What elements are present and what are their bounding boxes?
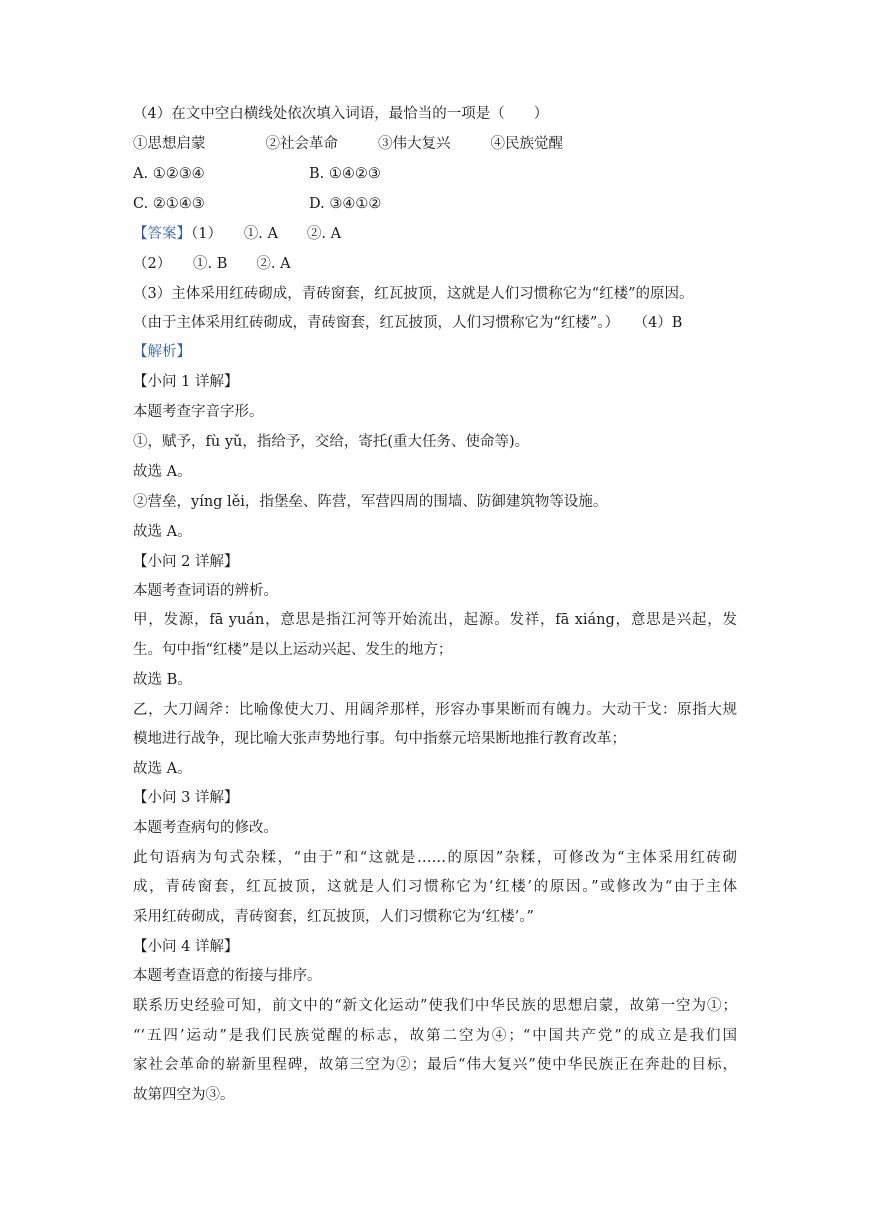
q4-item-4: ④民族觉醒: [490, 136, 563, 152]
q4-options-cd: [133, 194, 382, 214]
answer-line-4: （由于主体采用红砖砌成，青砖窗套，红瓦披顶，人们习惯称它为“红楼”。） （4）B: [133, 315, 683, 331]
q4-item-2: ②社会革命: [265, 136, 338, 152]
subq1-line-1: 本题考查字音字形。: [133, 404, 264, 420]
subq4-heading: 【小问 4 详解】: [133, 939, 239, 955]
subq1-line-4: ②营垒，yíng lěi，指堡垒、阵营，军营四周的围墙、防御建筑物等设施。: [133, 494, 608, 510]
subq2-line-7: 故选 A。: [133, 761, 192, 777]
subq1-line-5: 故选 A。: [133, 524, 192, 540]
subq2-line-6: 模地进行战争，现比喻大张声势地行事。句中指蔡元培果断地推行教育改革；: [133, 731, 626, 747]
subq1-line-2: ①，赋予，fù yǔ，指给予，交给，寄托(重大任务、使命等)。: [133, 434, 530, 450]
subq4-line-2: 联系历史经验可知，前文中的“新文化运动”使我们中华民族的思想启蒙，故第一空为①；: [133, 998, 737, 1014]
q4-item-3: ③伟大复兴: [378, 136, 451, 152]
subq3-line-2: 此句语病为句式杂糅，“由于”和“这就是……的原因”杂糅，可修改为“主体采用红砖砌: [133, 850, 737, 866]
subq4-line-5: 故第四空为③。: [133, 1087, 235, 1103]
answer-line-1: [133, 224, 341, 244]
q4-option-c: C. ②①④③: [133, 196, 205, 212]
subq3-line-4: 采用红砖砌成，青砖窗套，红瓦披顶，人们习惯称它为‘红楼’。”: [133, 909, 534, 925]
subq3-line-1: 本题考查病句的修改。: [133, 820, 278, 836]
subq4-line-1: 本题考查语意的衔接与排序。: [133, 968, 322, 984]
answer-label: 【答案】: [133, 226, 191, 242]
subq3-line-3: 成，青砖窗套，红瓦披顶，这就是人们习惯称它为‘红楼’的原因。”或修改为“由于主体: [133, 879, 737, 895]
subq2-line-5: 乙，大刀阔斧：比喻像使大刀、用阔斧那样，形容办事果断而有魄力。大动干戈：原指大规: [133, 702, 737, 718]
answer-part-1: （1） ①. A ②. A: [191, 226, 342, 242]
subq1-heading: 【小问 1 详解】: [133, 374, 239, 390]
subq3-heading: 【小问 3 详解】: [133, 790, 239, 806]
answer-line-3: （3）主体采用红砖砌成，青砖窗套，红瓦披顶，这就是人们习惯称它为“红楼”的原因。: [133, 286, 694, 302]
q4-stem: （4）在文中空白横线处依次填入词语，最恰当的一项是（ ）: [133, 106, 549, 122]
q4-item-1: ①思想启蒙: [133, 136, 206, 152]
subq2-line-4: 故选 B。: [133, 672, 192, 688]
q4-option-a: A. ①②③④: [133, 166, 205, 182]
subq2-line-3: 生。句中指“红楼”是以上运动兴起、发生的地方；: [133, 642, 453, 658]
q4-items: [133, 134, 563, 154]
subq4-line-3: “‘五四’运动”是我们民族觉醒的标志，故第二空为④；“中国共产党”的成立是我们国: [133, 1028, 737, 1044]
q4-option-d: D. ③④①②: [309, 196, 382, 212]
subq2-line-2: 甲，发源，fā yuán，意思是指江河等开始流出，起源。发祥，fā xiáng，意思是兴起，发: [133, 612, 737, 628]
analysis-label: 【解析】: [133, 344, 191, 360]
subq1-line-3: 故选 A。: [133, 464, 192, 480]
subq2-line-1: 本题考查词语的辨析。: [133, 583, 278, 599]
answer-line-2: （2） ①. B ②. A: [133, 256, 291, 272]
subq4-line-4: 家社会革命的崭新里程碑，故第三空为②；最后“伟大复兴”使中华民族正在奔赴的目标，: [133, 1057, 737, 1073]
q4-option-b: B. ①④②③: [309, 166, 381, 182]
subq2-heading: 【小问 2 详解】: [133, 554, 239, 570]
q4-options-ab: [133, 164, 381, 184]
